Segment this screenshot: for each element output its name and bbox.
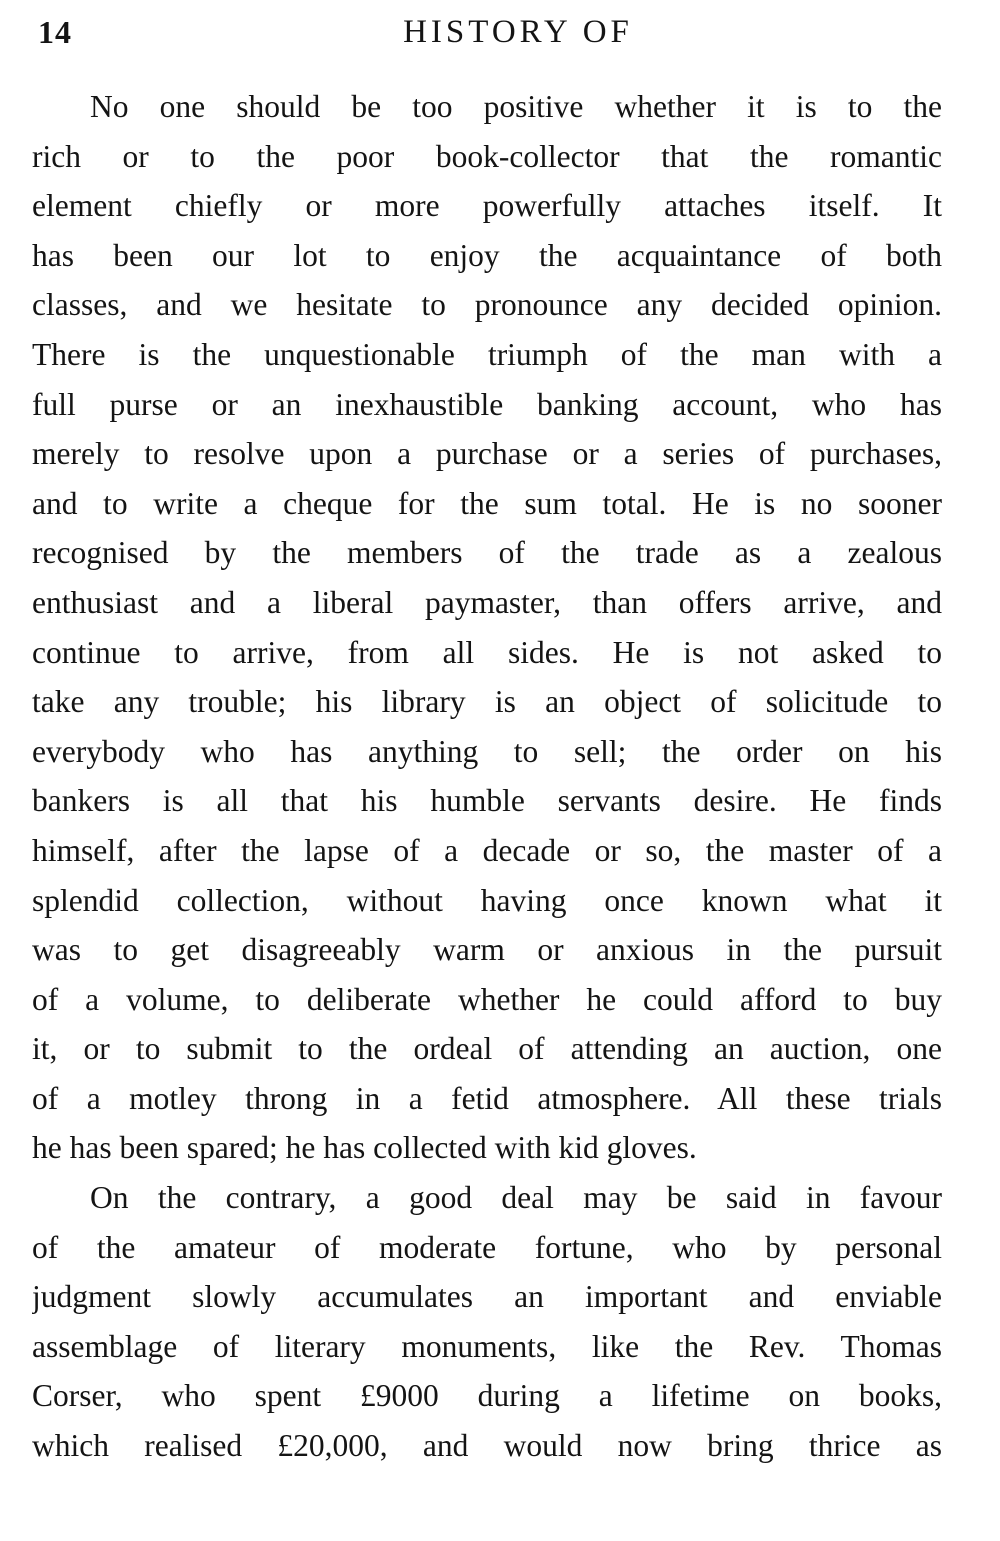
text-line: was to get disagreeably warm or anxious in the pursuit bbox=[32, 932, 942, 968]
text-line: full purse or an inexhaustible banking account, who has bbox=[32, 386, 942, 422]
text-line: continue to arrive, from all sides. He is not asked to bbox=[32, 634, 942, 670]
text-line: he has been spared; he has collected with kid gloves. bbox=[32, 1130, 697, 1166]
text-line: of the amateur of moderate fortune, who by personal bbox=[32, 1229, 942, 1265]
text-line: assemblage of literary monuments, like the Rev. Thomas bbox=[32, 1328, 942, 1364]
text-line: There is the unquestionable triumph of the man with a bbox=[32, 336, 942, 372]
text-line: himself, after the lapse of a decade or so, the master of a bbox=[32, 832, 942, 868]
paragraph-1 bbox=[32, 82, 942, 1173]
paragraph-2 bbox=[32, 1173, 942, 1471]
text-line: merely to resolve upon a purchase or a series of purchases, bbox=[32, 436, 942, 472]
text-line: and to write a cheque for the sum total. He is no sooner bbox=[32, 485, 942, 521]
text-line: everybody who has anything to sell; the order on his bbox=[32, 733, 942, 769]
text-line: it, or to submit to the ordeal of attending an auction, one bbox=[32, 1031, 942, 1067]
page-number: 14 bbox=[38, 14, 72, 50]
text-line: has been our lot to enjoy the acquaintance of both bbox=[32, 237, 942, 273]
text-line: No one should be too positive whether it is to the bbox=[90, 89, 942, 124]
body-text bbox=[32, 82, 942, 1471]
text-line: take any trouble; his library is an object of solicitude to bbox=[32, 684, 942, 720]
text-line: classes, and we hesitate to pronounce any decided opinion. bbox=[32, 287, 942, 323]
text-line: judgment slowly accumulates an important and enviable bbox=[32, 1279, 942, 1315]
text-line: recognised by the members of the trade as a zealous bbox=[32, 535, 942, 571]
running-title: HISTORY OF bbox=[403, 14, 633, 50]
text-line: which realised £20,000, and would now bring thrice as bbox=[32, 1428, 942, 1464]
running-head bbox=[38, 14, 938, 60]
text-line: rich or to the poor book-collector that the romantic bbox=[32, 138, 942, 174]
text-line: bankers is all that his humble servants desire. He finds bbox=[32, 783, 942, 819]
text-line: On the contrary, a good deal may be said in favour bbox=[90, 1180, 942, 1216]
text-line: splendid collection, without having once known what it bbox=[32, 882, 942, 918]
text-line: of a volume, to deliberate whether he could afford to buy bbox=[32, 981, 942, 1017]
text-line: enthusiast and a liberal paymaster, than offers arrive, and bbox=[32, 584, 942, 620]
text-line: of a motley throng in a fetid atmosphere. All these trials bbox=[32, 1080, 942, 1116]
text-line: element chiefly or more powerfully attaches itself. It bbox=[32, 188, 942, 224]
text-line: Corser, who spent £9000 during a lifetime on books, bbox=[32, 1378, 942, 1414]
